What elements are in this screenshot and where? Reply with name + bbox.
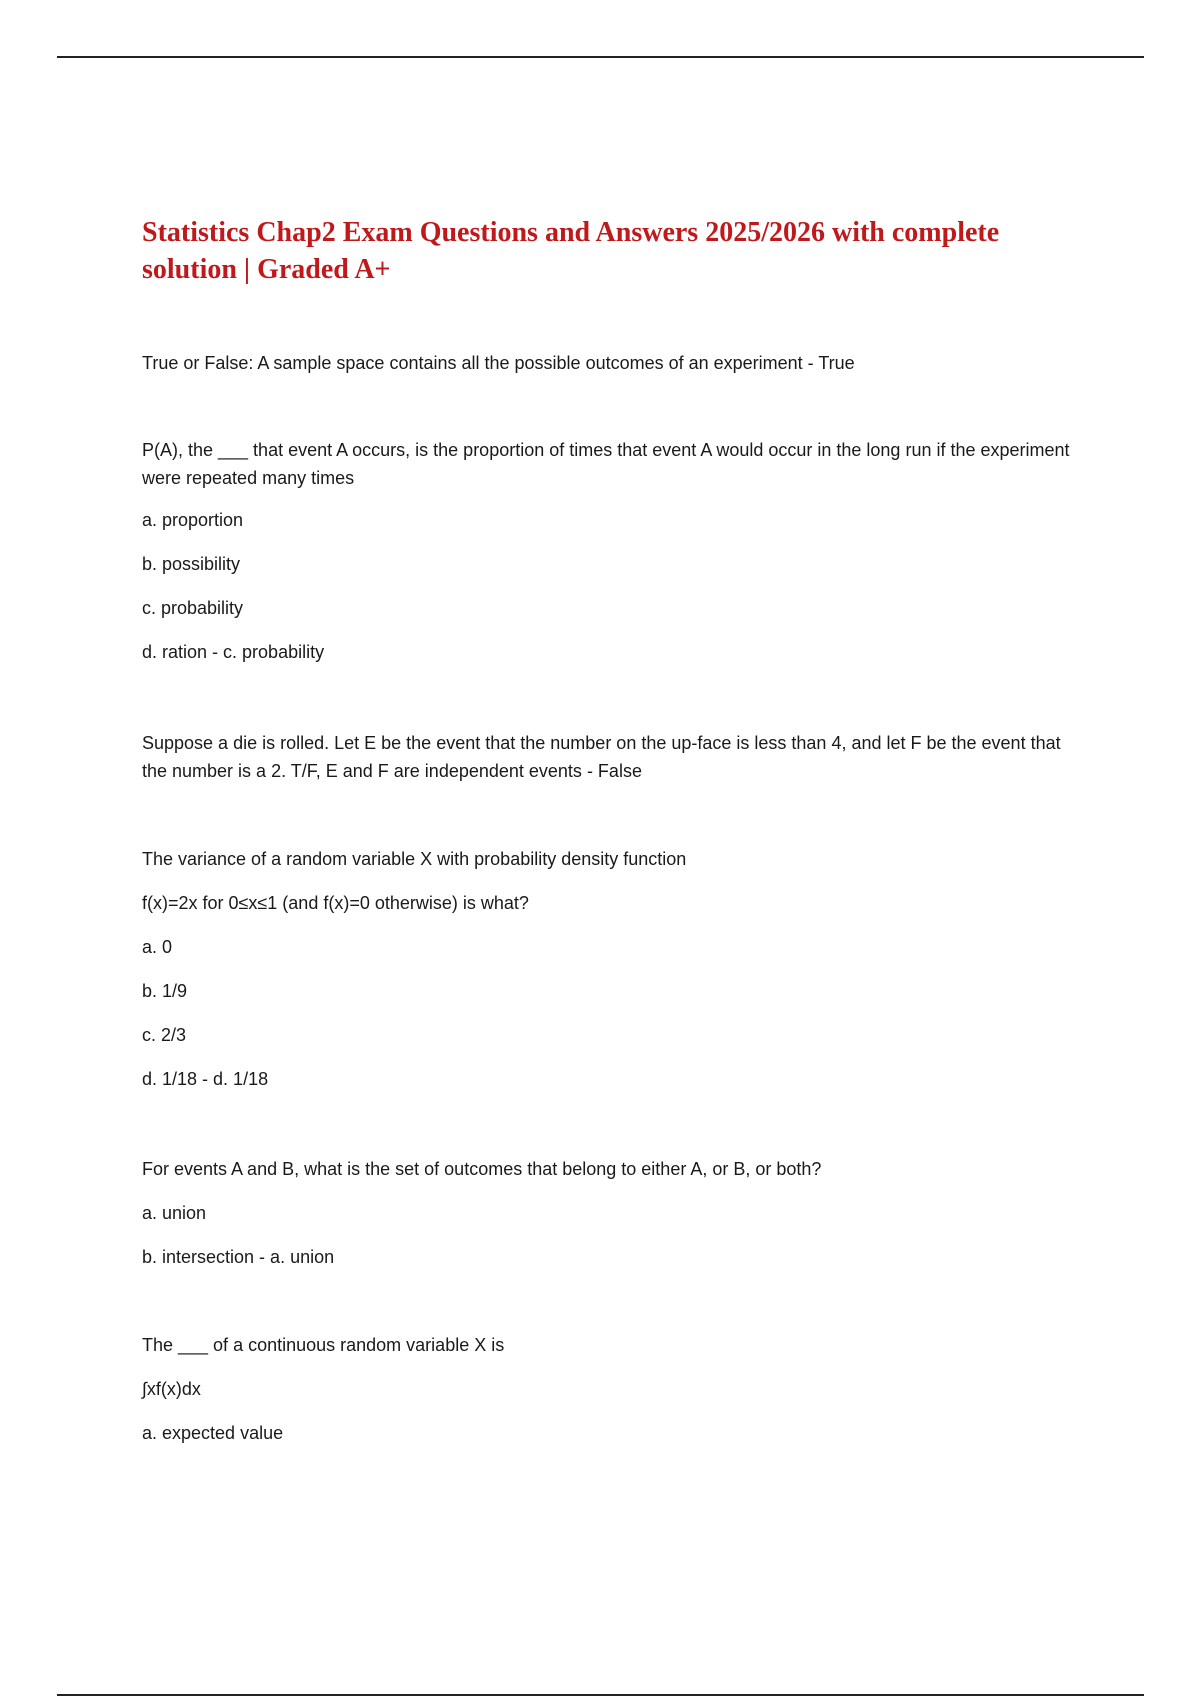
answer-option: b. 1/9	[142, 981, 188, 1001]
question-text-formula: ∫xf(x)dx	[142, 1379, 201, 1399]
question-text: For events A and B, what is the set of outcomes that belong to either A, or B, or both?	[142, 1159, 822, 1179]
question-1	[142, 349, 1082, 377]
answer-option: b. possibility	[142, 554, 241, 574]
bottom-rule	[57, 1694, 1144, 1696]
question-text: Suppose a die is rolled. Let E be the event that the number on the up-face is less than 4, and let F be the event that the number is a 2. T/F, E and F are independent events - False	[142, 733, 1061, 781]
question-5	[142, 1155, 1082, 1271]
question-2	[142, 436, 1082, 666]
question-text: The variance of a random variable X with probability density function	[142, 849, 687, 869]
answer-option: a. expected value	[142, 1423, 284, 1443]
question-3	[142, 729, 1082, 785]
question-text: P(A), the ___ that event A occurs, is the proportion of times that event A would occur in the long run if the experiment were repeated many times	[142, 440, 1070, 488]
question-text-formula: f(x)=2x for 0≤x≤1 (and f(x)=0 otherwise) is what?	[142, 893, 529, 913]
answer-option: b. intersection - a. union	[142, 1247, 335, 1267]
question-text: The ___ of a continuous random variable X is	[142, 1335, 505, 1355]
answer-option: a. 0	[142, 937, 173, 957]
answer-option: d. 1/18 - d. 1/18	[142, 1069, 269, 1089]
document-title: Statistics Chap2 Exam Questions and Answers 2025/2026 with complete solution | Graded A+	[142, 217, 1000, 285]
answer-option: c. 2/3	[142, 1025, 187, 1045]
answer-option: a. proportion	[142, 510, 244, 530]
document-body	[142, 214, 1082, 1443]
question-text: True or False: A sample space contains all the possible outcomes of an experiment - True	[142, 353, 855, 373]
top-rule	[57, 56, 1144, 58]
question-4	[142, 845, 1082, 1093]
answer-option: d. ration - c. probability	[142, 642, 325, 662]
answer-option: a. union	[142, 1203, 207, 1223]
answer-option: c. probability	[142, 598, 244, 618]
question-6	[142, 1331, 1082, 1447]
